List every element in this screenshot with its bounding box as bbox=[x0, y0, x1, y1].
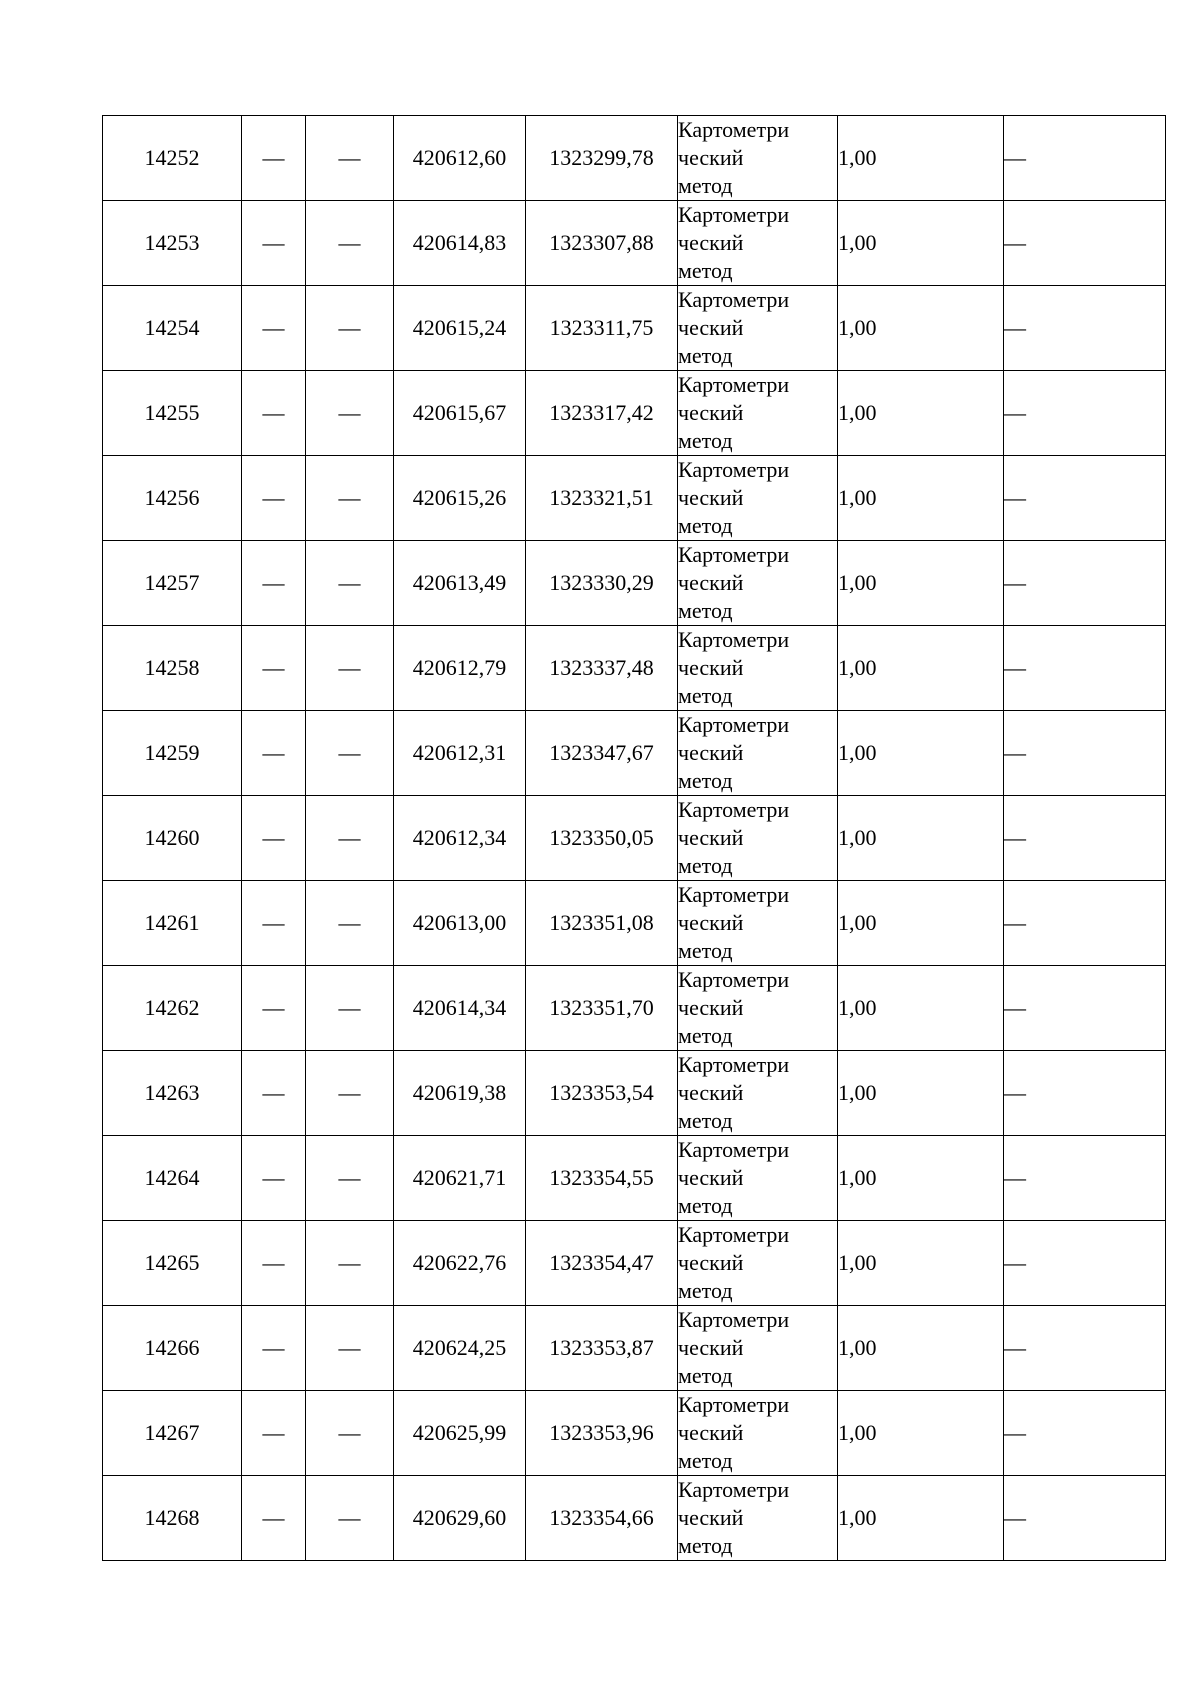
col3-cell: — bbox=[306, 456, 394, 541]
description-cell: — bbox=[1004, 711, 1166, 796]
description-cell: — bbox=[1004, 1306, 1166, 1391]
x-coordinate-cell: 420622,76 bbox=[394, 1221, 526, 1306]
method-text-line: Картометри bbox=[678, 372, 790, 397]
x-coordinate-cell: 420612,60 bbox=[394, 116, 526, 201]
col3-cell: — bbox=[306, 201, 394, 286]
method-text-line: ческий bbox=[678, 570, 744, 595]
method-text-line: ческий bbox=[678, 825, 744, 850]
accuracy-cell: 1,00 bbox=[838, 201, 1004, 286]
y-coordinate-cell: 1323311,75 bbox=[526, 286, 678, 371]
x-coordinate-cell: 420624,25 bbox=[394, 1306, 526, 1391]
method-text-line: метод bbox=[678, 258, 733, 283]
method-cell bbox=[678, 626, 838, 711]
point-number-cell: 14268 bbox=[103, 1476, 242, 1561]
method-text-line: ческий bbox=[678, 655, 744, 680]
y-coordinate-cell: 1323353,96 bbox=[526, 1391, 678, 1476]
col3-cell: — bbox=[306, 541, 394, 626]
method-cell bbox=[678, 201, 838, 286]
method-text-line: Картометри bbox=[678, 202, 790, 227]
y-coordinate-cell: 1323350,05 bbox=[526, 796, 678, 881]
method-text-line: метод bbox=[678, 1193, 733, 1218]
y-coordinate-cell: 1323351,08 bbox=[526, 881, 678, 966]
col2-cell: — bbox=[242, 626, 306, 711]
point-number-cell: 14252 bbox=[103, 116, 242, 201]
method-cell bbox=[678, 796, 838, 881]
table-row bbox=[103, 1051, 1166, 1136]
method-text-line: метод bbox=[678, 683, 733, 708]
point-number-cell: 14255 bbox=[103, 371, 242, 456]
table-row bbox=[103, 116, 1166, 201]
table-row bbox=[103, 456, 1166, 541]
x-coordinate-cell: 420619,38 bbox=[394, 1051, 526, 1136]
method-text-line: метод bbox=[678, 1108, 733, 1133]
point-number-cell: 14256 bbox=[103, 456, 242, 541]
method-cell bbox=[678, 1476, 838, 1561]
accuracy-cell: 1,00 bbox=[838, 711, 1004, 796]
y-coordinate-cell: 1323354,47 bbox=[526, 1221, 678, 1306]
method-text-line: метод bbox=[678, 853, 733, 878]
method-text-line: метод bbox=[678, 768, 733, 793]
point-number-cell: 14257 bbox=[103, 541, 242, 626]
col2-cell: — bbox=[242, 456, 306, 541]
point-number-cell: 14260 bbox=[103, 796, 242, 881]
col3-cell: — bbox=[306, 796, 394, 881]
point-number-cell: 14263 bbox=[103, 1051, 242, 1136]
description-cell: — bbox=[1004, 881, 1166, 966]
method-text-line: ческий bbox=[678, 230, 744, 255]
x-coordinate-cell: 420612,79 bbox=[394, 626, 526, 711]
x-coordinate-cell: 420613,00 bbox=[394, 881, 526, 966]
col3-cell: — bbox=[306, 1391, 394, 1476]
col2-cell: — bbox=[242, 1476, 306, 1561]
col3-cell: — bbox=[306, 371, 394, 456]
description-cell: — bbox=[1004, 1476, 1166, 1561]
method-text-line: ческий bbox=[678, 1250, 744, 1275]
method-cell bbox=[678, 881, 838, 966]
col2-cell: — bbox=[242, 286, 306, 371]
col2-cell: — bbox=[242, 371, 306, 456]
method-cell bbox=[678, 541, 838, 626]
method-text-line: Картометри bbox=[678, 967, 790, 992]
accuracy-cell: 1,00 bbox=[838, 1136, 1004, 1221]
x-coordinate-cell: 420614,34 bbox=[394, 966, 526, 1051]
table-row bbox=[103, 1391, 1166, 1476]
description-cell: — bbox=[1004, 201, 1166, 286]
method-cell bbox=[678, 1136, 838, 1221]
method-text-line: ческий bbox=[678, 315, 744, 340]
y-coordinate-cell: 1323354,55 bbox=[526, 1136, 678, 1221]
col3-cell: — bbox=[306, 1136, 394, 1221]
method-text-line: метод bbox=[678, 1278, 733, 1303]
description-cell: — bbox=[1004, 966, 1166, 1051]
method-text-line: Картометри bbox=[678, 1137, 790, 1162]
method-cell bbox=[678, 116, 838, 201]
method-text-line: Картометри bbox=[678, 1392, 790, 1417]
x-coordinate-cell: 420613,49 bbox=[394, 541, 526, 626]
col3-cell: — bbox=[306, 1476, 394, 1561]
method-text-line: Картометри bbox=[678, 287, 790, 312]
method-text-line: метод bbox=[678, 513, 733, 538]
method-text-line: метод bbox=[678, 1023, 733, 1048]
y-coordinate-cell: 1323353,54 bbox=[526, 1051, 678, 1136]
method-text-line: Картометри bbox=[678, 882, 790, 907]
method-text-line: метод bbox=[678, 343, 733, 368]
description-cell: — bbox=[1004, 796, 1166, 881]
y-coordinate-cell: 1323330,29 bbox=[526, 541, 678, 626]
method-text-line: Картометри bbox=[678, 117, 790, 142]
col3-cell: — bbox=[306, 881, 394, 966]
table-row bbox=[103, 201, 1166, 286]
col3-cell: — bbox=[306, 286, 394, 371]
point-number-cell: 14265 bbox=[103, 1221, 242, 1306]
col2-cell: — bbox=[242, 1391, 306, 1476]
method-text-line: Картометри bbox=[678, 542, 790, 567]
table-row bbox=[103, 371, 1166, 456]
method-cell bbox=[678, 1391, 838, 1476]
method-text-line: ческий bbox=[678, 1080, 744, 1105]
description-cell: — bbox=[1004, 1221, 1166, 1306]
col2-cell: — bbox=[242, 541, 306, 626]
point-number-cell: 14259 bbox=[103, 711, 242, 796]
accuracy-cell: 1,00 bbox=[838, 1221, 1004, 1306]
y-coordinate-cell: 1323351,70 bbox=[526, 966, 678, 1051]
table-body bbox=[103, 116, 1166, 1561]
y-coordinate-cell: 1323307,88 bbox=[526, 201, 678, 286]
accuracy-cell: 1,00 bbox=[838, 456, 1004, 541]
method-text-line: ческий bbox=[678, 1505, 744, 1530]
method-text-line: ческий bbox=[678, 400, 744, 425]
accuracy-cell: 1,00 bbox=[838, 541, 1004, 626]
method-text-line: ческий bbox=[678, 145, 744, 170]
point-number-cell: 14267 bbox=[103, 1391, 242, 1476]
description-cell: — bbox=[1004, 456, 1166, 541]
x-coordinate-cell: 420615,67 bbox=[394, 371, 526, 456]
x-coordinate-cell: 420629,60 bbox=[394, 1476, 526, 1561]
accuracy-cell: 1,00 bbox=[838, 1391, 1004, 1476]
method-cell bbox=[678, 711, 838, 796]
col2-cell: — bbox=[242, 796, 306, 881]
method-text-line: Картометри bbox=[678, 1052, 790, 1077]
accuracy-cell: 1,00 bbox=[838, 881, 1004, 966]
method-text-line: Картометри bbox=[678, 1307, 790, 1332]
method-text-line: ческий bbox=[678, 910, 744, 935]
method-text-line: ческий bbox=[678, 1420, 744, 1445]
accuracy-cell: 1,00 bbox=[838, 1476, 1004, 1561]
method-cell bbox=[678, 1221, 838, 1306]
method-text-line: ческий bbox=[678, 740, 744, 765]
method-text-line: метод bbox=[678, 1448, 733, 1473]
x-coordinate-cell: 420615,26 bbox=[394, 456, 526, 541]
description-cell: — bbox=[1004, 116, 1166, 201]
point-number-cell: 14258 bbox=[103, 626, 242, 711]
point-number-cell: 14262 bbox=[103, 966, 242, 1051]
table-row bbox=[103, 966, 1166, 1051]
method-text-line: метод bbox=[678, 173, 733, 198]
table-row bbox=[103, 626, 1166, 711]
description-cell: — bbox=[1004, 1391, 1166, 1476]
y-coordinate-cell: 1323354,66 bbox=[526, 1476, 678, 1561]
table-row bbox=[103, 1476, 1166, 1561]
x-coordinate-cell: 420612,31 bbox=[394, 711, 526, 796]
accuracy-cell: 1,00 bbox=[838, 966, 1004, 1051]
x-coordinate-cell: 420621,71 bbox=[394, 1136, 526, 1221]
y-coordinate-cell: 1323337,48 bbox=[526, 626, 678, 711]
point-number-cell: 14254 bbox=[103, 286, 242, 371]
method-cell bbox=[678, 456, 838, 541]
col2-cell: — bbox=[242, 1136, 306, 1221]
table-row bbox=[103, 711, 1166, 796]
col2-cell: — bbox=[242, 966, 306, 1051]
table-row bbox=[103, 1136, 1166, 1221]
method-cell bbox=[678, 371, 838, 456]
point-number-cell: 14253 bbox=[103, 201, 242, 286]
col2-cell: — bbox=[242, 1221, 306, 1306]
method-text-line: ческий bbox=[678, 1335, 744, 1360]
col3-cell: — bbox=[306, 626, 394, 711]
method-text-line: метод bbox=[678, 428, 733, 453]
method-text-line: метод bbox=[678, 1363, 733, 1388]
col3-cell: — bbox=[306, 711, 394, 796]
method-text-line: ческий bbox=[678, 995, 744, 1020]
description-cell: — bbox=[1004, 541, 1166, 626]
method-cell bbox=[678, 966, 838, 1051]
x-coordinate-cell: 420612,34 bbox=[394, 796, 526, 881]
description-cell: — bbox=[1004, 286, 1166, 371]
coordinates-table bbox=[102, 115, 1166, 1561]
description-cell: — bbox=[1004, 1136, 1166, 1221]
method-text-line: Картометри bbox=[678, 1477, 790, 1502]
table-row bbox=[103, 541, 1166, 626]
x-coordinate-cell: 420615,24 bbox=[394, 286, 526, 371]
x-coordinate-cell: 420614,83 bbox=[394, 201, 526, 286]
accuracy-cell: 1,00 bbox=[838, 1306, 1004, 1391]
point-number-cell: 14264 bbox=[103, 1136, 242, 1221]
col2-cell: — bbox=[242, 116, 306, 201]
method-text-line: ческий bbox=[678, 1165, 744, 1190]
method-text-line: ческий bbox=[678, 485, 744, 510]
method-cell bbox=[678, 286, 838, 371]
method-text-line: метод bbox=[678, 598, 733, 623]
description-cell: — bbox=[1004, 371, 1166, 456]
y-coordinate-cell: 1323317,42 bbox=[526, 371, 678, 456]
table-row bbox=[103, 286, 1166, 371]
method-cell bbox=[678, 1306, 838, 1391]
table-row bbox=[103, 881, 1166, 966]
method-text-line: Картометри bbox=[678, 712, 790, 737]
accuracy-cell: 1,00 bbox=[838, 286, 1004, 371]
col2-cell: — bbox=[242, 1051, 306, 1136]
table-row bbox=[103, 1306, 1166, 1391]
accuracy-cell: 1,00 bbox=[838, 626, 1004, 711]
method-cell bbox=[678, 1051, 838, 1136]
method-text-line: Картометри bbox=[678, 627, 790, 652]
col3-cell: — bbox=[306, 1306, 394, 1391]
method-text-line: метод bbox=[678, 1533, 733, 1558]
y-coordinate-cell: 1323299,78 bbox=[526, 116, 678, 201]
point-number-cell: 14266 bbox=[103, 1306, 242, 1391]
col2-cell: — bbox=[242, 201, 306, 286]
col2-cell: — bbox=[242, 881, 306, 966]
y-coordinate-cell: 1323353,87 bbox=[526, 1306, 678, 1391]
accuracy-cell: 1,00 bbox=[838, 796, 1004, 881]
accuracy-cell: 1,00 bbox=[838, 371, 1004, 456]
point-number-cell: 14261 bbox=[103, 881, 242, 966]
col3-cell: — bbox=[306, 1221, 394, 1306]
col2-cell: — bbox=[242, 1306, 306, 1391]
accuracy-cell: 1,00 bbox=[838, 1051, 1004, 1136]
col2-cell: — bbox=[242, 711, 306, 796]
description-cell: — bbox=[1004, 1051, 1166, 1136]
accuracy-cell: 1,00 bbox=[838, 116, 1004, 201]
y-coordinate-cell: 1323321,51 bbox=[526, 456, 678, 541]
method-text-line: метод bbox=[678, 938, 733, 963]
table-row bbox=[103, 796, 1166, 881]
table-row bbox=[103, 1221, 1166, 1306]
col3-cell: — bbox=[306, 116, 394, 201]
method-text-line: Картометри bbox=[678, 457, 790, 482]
description-cell: — bbox=[1004, 626, 1166, 711]
x-coordinate-cell: 420625,99 bbox=[394, 1391, 526, 1476]
y-coordinate-cell: 1323347,67 bbox=[526, 711, 678, 796]
col3-cell: — bbox=[306, 966, 394, 1051]
col3-cell: — bbox=[306, 1051, 394, 1136]
method-text-line: Картометри bbox=[678, 1222, 790, 1247]
method-text-line: Картометри bbox=[678, 797, 790, 822]
